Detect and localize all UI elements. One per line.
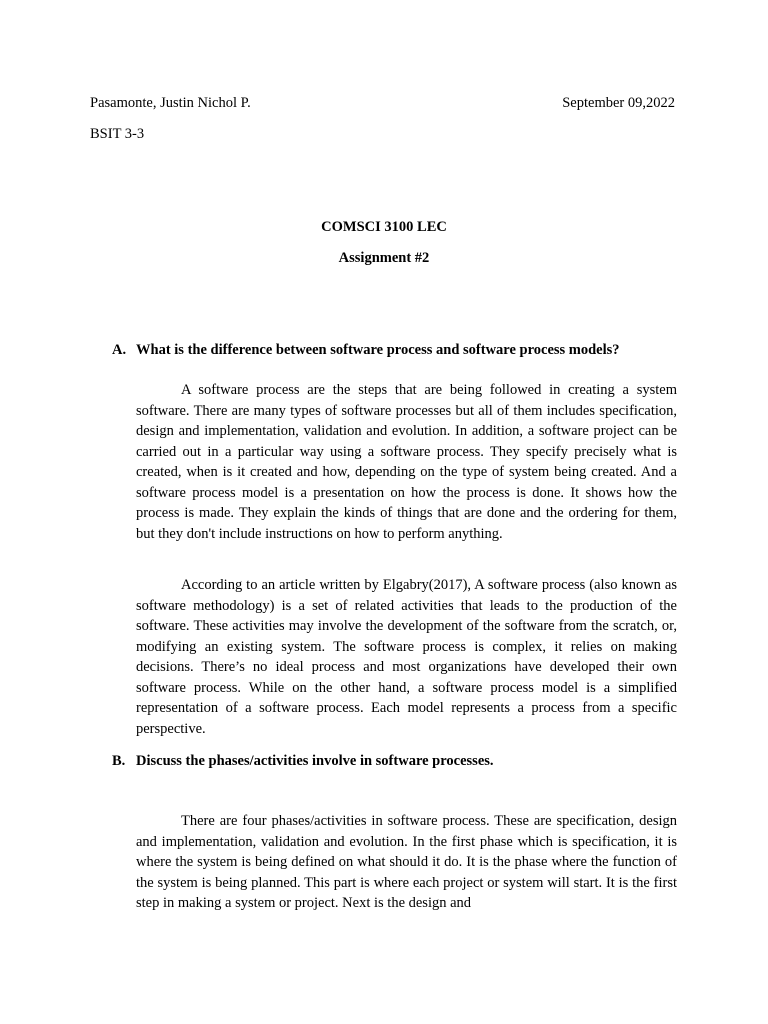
question-text: Discuss the phases/activities involve in software processes. — [136, 753, 494, 769]
question-a — [112, 341, 677, 359]
answer-a-paragraph-2: According to an article written by Elgabry(2017), A software process (also known as software methodology) is a set of related activities that leads to the production of the software. These activities may involve the development of the software from the scratch, or, modifying an existing system. The software process is complex, it relies on making decisions. There’s no ideal process and most organizations have developed their own software process. While on the other hand, a software process model is a simplified representation of a software process. Each model represents a process from a specific perspective. — [136, 577, 677, 737]
answer-a-paragraph-1: A software process are the steps that are being followed in creating a system software. There are many types of software processes but all of them includes specification, design and implementation, validation and evolution. In addition, a software project can be carried out in a particular way using a software process. They specify precisely what is created, when is it created and how, depending on the type of system being created. And a software process model is a presentation on how the process is done. It shows how the process is made. They explain the kinds of things that are done and the ordering for them, but they don't include instructions on how to perform anything. — [136, 382, 677, 542]
header-row — [90, 94, 675, 112]
question-text: What is the difference between software process and software process models? — [136, 342, 620, 358]
question-b — [112, 752, 677, 770]
assignment-title: Assignment #2 — [338, 250, 430, 266]
answer-b-paragraph-1: There are four phases/activities in software process. These are specification, design and implementation, validation and evolution. In the first phase which is specification, it is where the system is being defined on what should it do. It is the phase where the function of the system is being planned. This part is where each project or system will start. It is the first step in making a system or project. Next is the design and — [136, 813, 677, 911]
student-section: BSIT 3-3 — [90, 126, 145, 142]
course-title: COMSCI 3100 LEC — [321, 219, 447, 235]
student-name: Pasamonte, Justin Nichol P. — [90, 95, 251, 111]
question-letter: A. — [112, 342, 127, 358]
question-letter: B. — [112, 753, 126, 769]
submission-date: September 09,2022 — [562, 95, 675, 111]
